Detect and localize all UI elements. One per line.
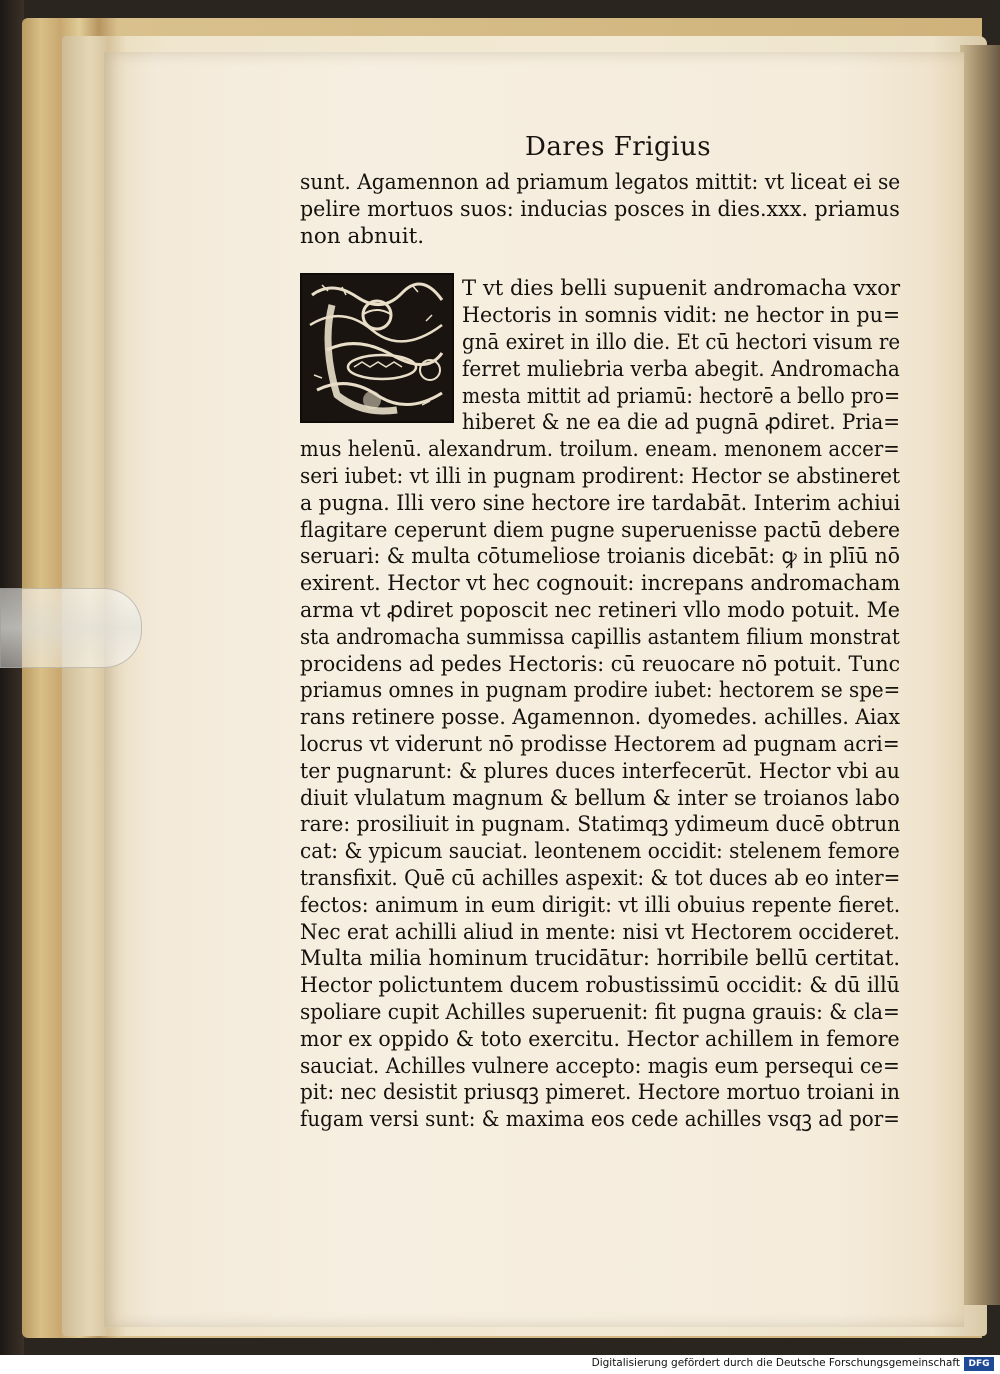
footer-bar (0, 1355, 1000, 1374)
text-block (300, 170, 900, 1134)
text-line: pelire mortuos suos: inducias posces in dies.xxx. priamus (300, 196, 900, 222)
text-line: Multa milia hominum trucidātur: horribile bellū certitat. (300, 946, 901, 972)
text-line: procidens ad pedes Hectoris: cū reuocare nō potuit. Tunc (300, 651, 901, 677)
text-line: fugam versi sunt: & maxima eos cede achilles vsqꝫ ad por= (300, 1107, 900, 1133)
text-line: mesta mittit ad priamū: hectorē a bello pro= (462, 383, 901, 409)
text-line: spoliare cupit Achilles superuenit: fit pugna grauis: & cla= (300, 999, 900, 1025)
plastic-page-clip (0, 588, 142, 668)
text-line: Hector polictuntem ducem robustissimū occidit: & dū illū (300, 973, 900, 999)
text-line: mus helenū. alexandrum. troilum. eneam. menonem accer= (300, 437, 900, 463)
text-line: seruari: & multa cōtumeliose troianis dicebāt: ꝙ in plīū nō (300, 544, 900, 570)
text-line: pit: nec desistit priusqꝫ pimeret. Hectore mortuo troiani in (300, 1080, 900, 1106)
text-line: hiberet & ne ea die ad pugnā ꝓdiret. Pria= (462, 410, 901, 436)
text-line: mor ex oppido & toto exercitu. Hector achillem in femore (300, 1026, 900, 1052)
text-line: exirent. Hector vt hec cognouit: increpans andromacham (300, 571, 901, 597)
dfg-logo: DFG (964, 1357, 994, 1371)
text-line: ferret muliebria verba abegit. Andromacha (462, 356, 900, 382)
text-line: gnā exiret in illo die. Et cū hectori visum re (462, 329, 901, 355)
text-line: rans retinere posse. Agamennon. dyomedes. achilles. Aiax (300, 705, 900, 731)
text-line: fectos: animum in eum dirigit: vt illi obuius repente fieret. (300, 892, 901, 918)
text-line: Hectoris in somnis vidit: ne hector in pu= (462, 303, 901, 329)
funding-credit: Digitalisierung gefördert durch die Deutsche Forschungsgemeinschaft (591, 1357, 960, 1369)
text-line: locrus vt viderunt nō prodisse Hectorem ad pugnam acri= (300, 731, 900, 757)
text-line: diuit vlulatum magnum & bellum & inter se troianos labo (300, 785, 900, 811)
text-line: transfixit. Quē cū achilles aspexit: & tot duces ab eo inter= (300, 865, 901, 891)
text-line: arma vt ꝓdiret poposcit nec retineri vllo modo potuit. Me (300, 597, 900, 623)
text-line: ter pugnarunt: & plures duces interfecerūt. Hector vbi au (300, 758, 900, 784)
text-line: sunt. Agamennon ad priamum legatos mittit: vt liceat ei se (300, 170, 901, 195)
text-line: seri iubet: vt illi in pugnam prodirent: Hector se abstineret (300, 463, 901, 489)
text-line: T vt dies belli supuenit andromacha vxor (462, 276, 901, 302)
text-line: a pugna. Illi vero sine hectore ire tardabāt. Interim achiui (300, 490, 901, 516)
text-line: rare: prosiliuit in pugnam. Statimqꝫ ydimeum ducē obtrun (300, 812, 901, 838)
text-line: sta andromacha summissa capillis astantem filium monstrat (300, 624, 900, 650)
text-line: sauciat. Achilles vulnere accepto: magis eum persequi ce= (300, 1053, 900, 1079)
text-line: priamus omnes in pugnam prodire iubet: hectorem se spe= (300, 678, 901, 704)
text-line: Nec erat achilli aliud in mente: nisi vt Hectorem occideret. (300, 919, 900, 945)
text-line: cat: & ypicum sauciat. leontenem occidit: stelenem femore (300, 839, 900, 865)
text-line: flagitare ceperunt diem pugne superuenisse pactū debere (300, 517, 901, 543)
facing-page-edge (960, 45, 1000, 1305)
book-edge (0, 0, 24, 1355)
text-line: non abnuit. (300, 223, 425, 249)
running-title: Dares Frigius (525, 132, 712, 162)
